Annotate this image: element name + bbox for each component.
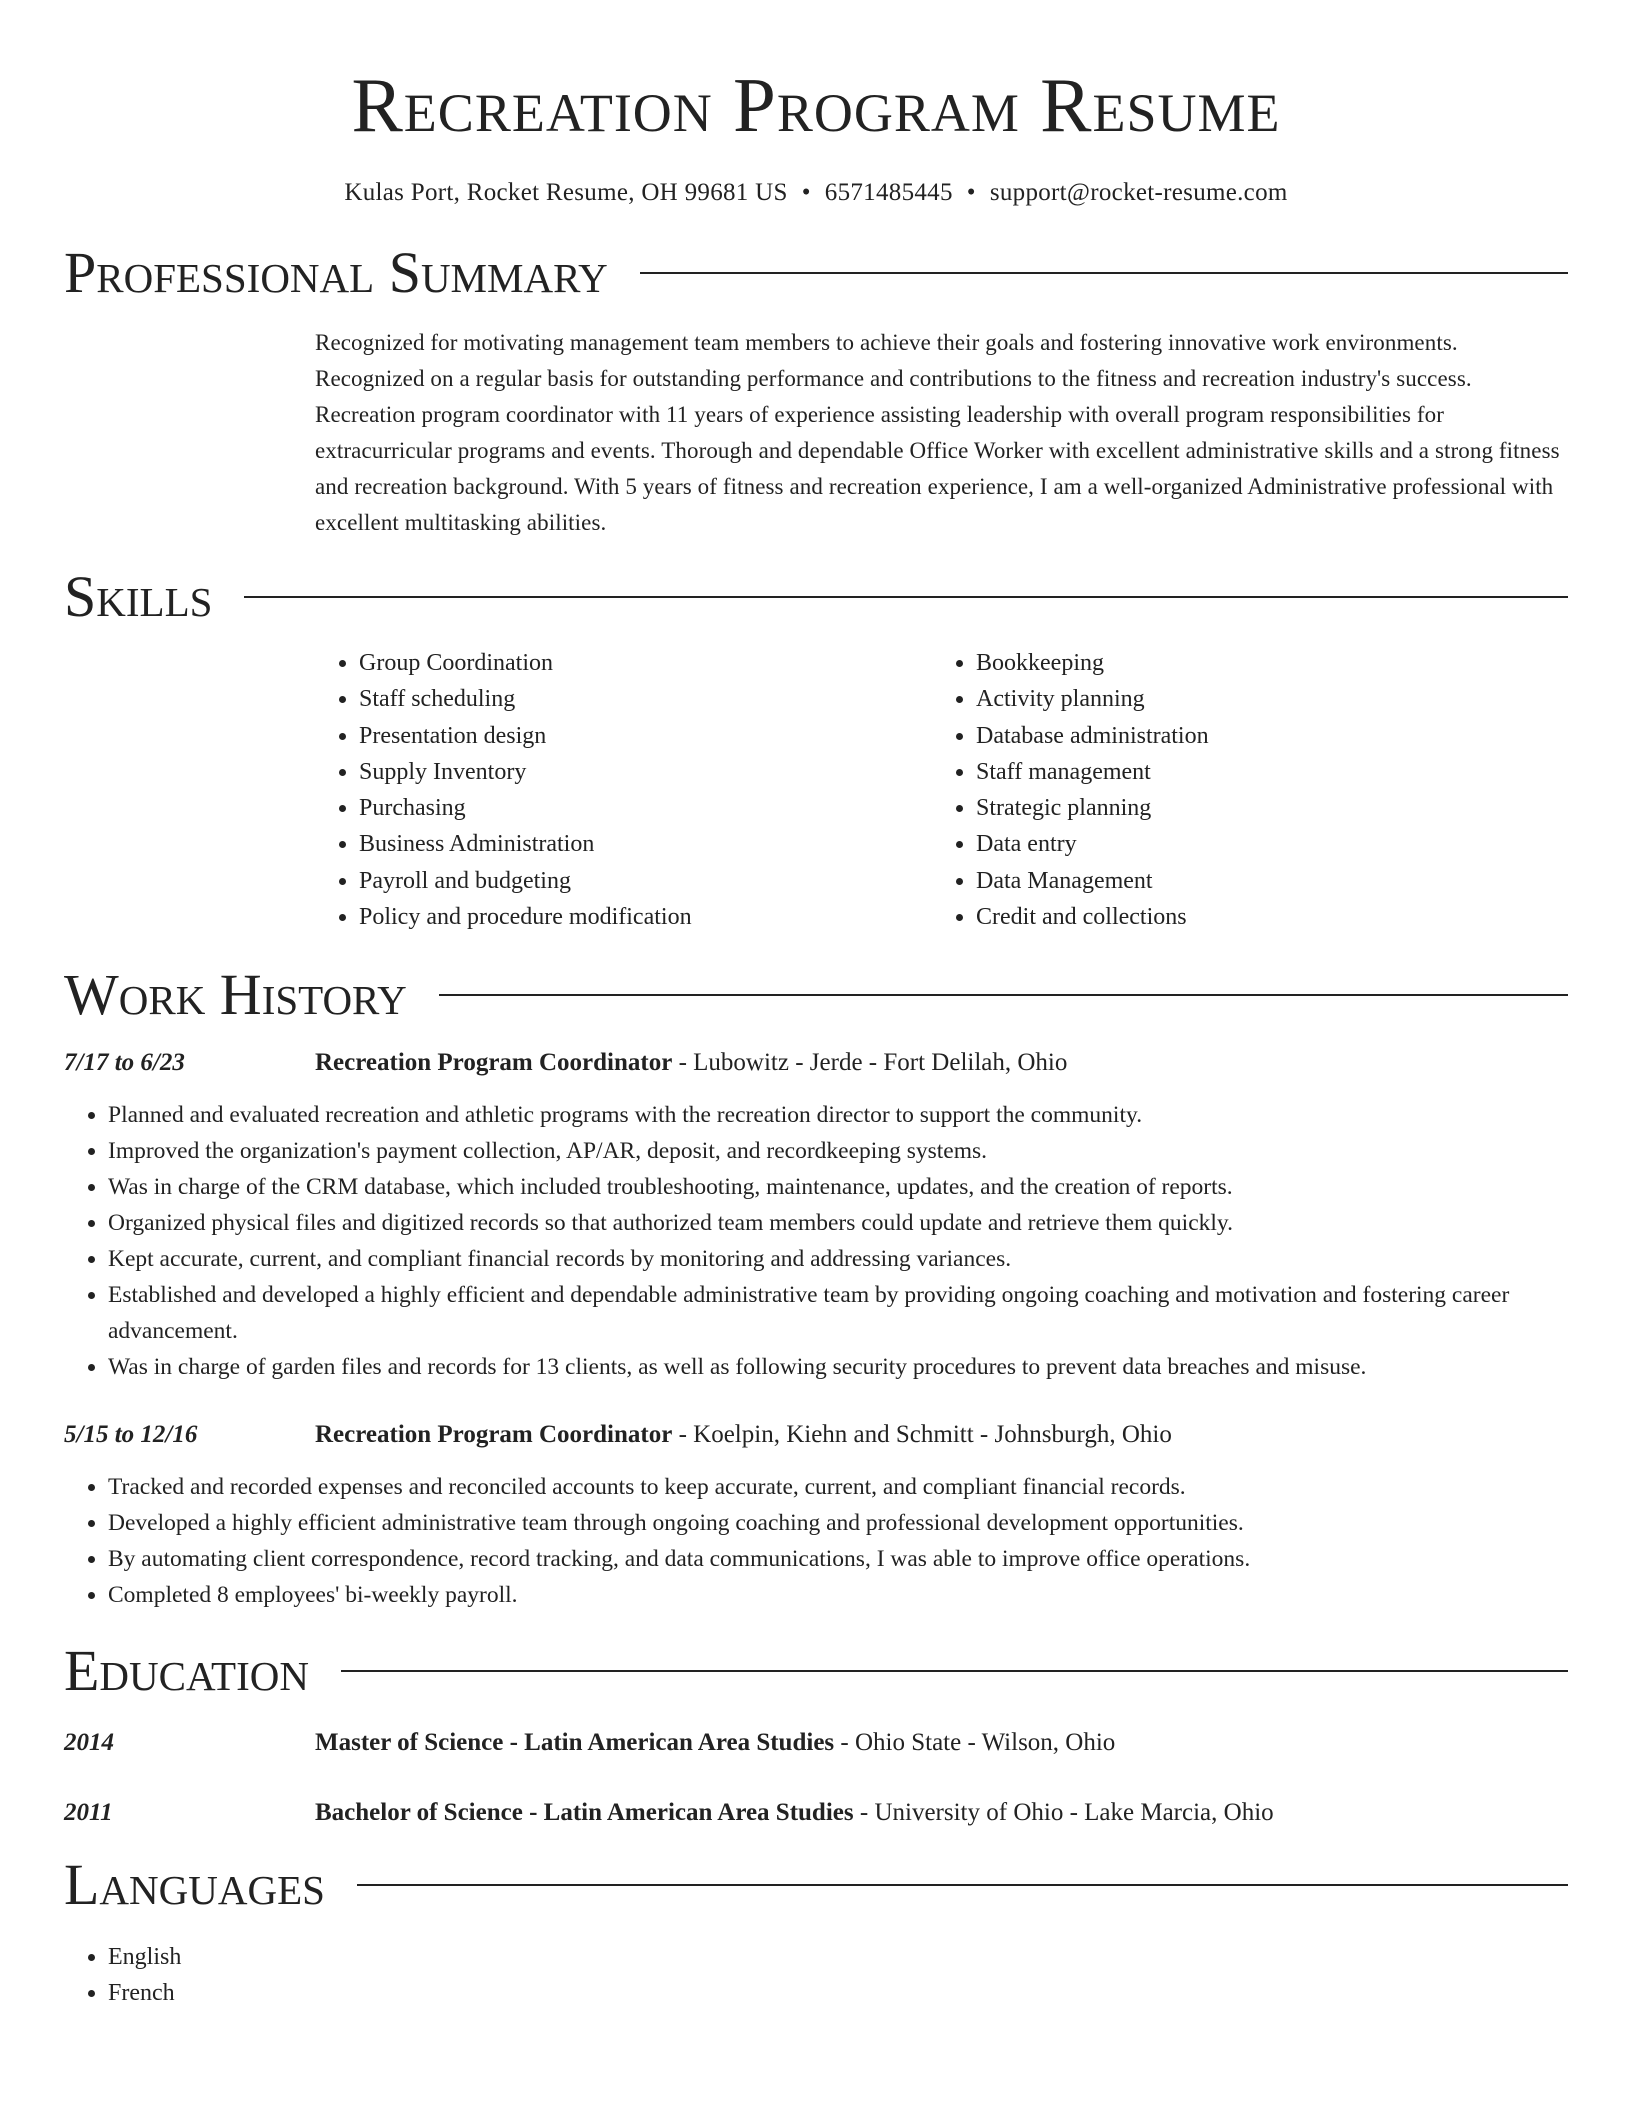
work-section-header bbox=[64, 963, 1568, 1027]
language-item: • French bbox=[108, 1975, 1568, 2011]
section-divider bbox=[357, 1884, 1568, 1886]
education-section-header bbox=[64, 1639, 1568, 1703]
job-bullet: • Kept accurate, current, and compliant financial records by monitoring and addressing variances. bbox=[108, 1241, 1568, 1277]
job-bullet: • By automating client correspondence, record tracking, and data communications, I was able to improve office operations. bbox=[108, 1541, 1568, 1577]
education-entry bbox=[64, 1795, 1568, 1831]
skill-item: • Payroll and budgeting bbox=[359, 863, 932, 899]
languages-section-header bbox=[64, 1853, 1568, 1917]
contact-address: Kulas Port, Rocket Resume, OH 99681 US bbox=[344, 179, 788, 206]
skill-item: • Database administration bbox=[976, 718, 1549, 754]
summary-heading: Professional Summary bbox=[64, 240, 608, 305]
job-bullets bbox=[64, 1097, 1568, 1385]
skill-item: • Purchasing bbox=[359, 790, 932, 826]
section-divider bbox=[341, 1670, 1568, 1672]
contact-separator: • bbox=[801, 179, 811, 206]
skill-item: • Presentation design bbox=[359, 718, 932, 754]
resume-title: Recreation Program Resume bbox=[351, 62, 1281, 148]
job-bullet: • Developed a highly efficient administrative team through ongoing coaching and professional development opportunities. bbox=[108, 1505, 1568, 1541]
job-employer: - Lubowitz - Jerde - Fort Delilah, Ohio bbox=[672, 1049, 1068, 1077]
job-bullets bbox=[64, 1469, 1568, 1613]
skills-list bbox=[315, 645, 1568, 935]
job-header bbox=[64, 1045, 1568, 1081]
contact-email[interactable]: support@rocket-resume.com bbox=[989, 179, 1288, 206]
contact-line bbox=[64, 177, 1568, 209]
skill-item: • Credit and collections bbox=[976, 899, 1549, 935]
summary-text: Recognized for motivating management team members to achieve their goals and fostering innovative work environments. Recognized on a regular basis for outstanding performance and contributions to the fitness and recreation industry's success. Recreation program coordinator with 11 years of experience assisting leadership with overall program responsibilities for extracurricular programs and events. Thorough and dependable Office Worker with excellent administrative skills and a strong fitness and recreation background. With 5 years of fitness and recreation experience, I am a well-organized Administrative professional with excellent multitasking abilities. bbox=[315, 330, 1560, 535]
skills-section-header bbox=[64, 565, 1568, 629]
job-dates: 5/15 to 12/16 bbox=[64, 1421, 198, 1449]
job-bullet: • Established and developed a highly efficient and dependable administrative team by providing ongoing coaching and motivation and fostering career advancement. bbox=[108, 1277, 1568, 1349]
education-school: - University of Ohio - Lake Marcia, Ohio bbox=[853, 1799, 1274, 1827]
skill-item: • Group Coordination bbox=[359, 645, 932, 681]
skill-item: • Staff management bbox=[976, 754, 1549, 790]
job-dates: 7/17 to 6/23 bbox=[64, 1049, 185, 1077]
job-role: Recreation Program Coordinator bbox=[315, 1049, 673, 1077]
skill-item: • Strategic planning bbox=[976, 790, 1549, 826]
contact-separator: • bbox=[966, 179, 976, 206]
education-entry bbox=[64, 1725, 1568, 1761]
job-entry bbox=[64, 1045, 1568, 1385]
skill-item: • Activity planning bbox=[976, 681, 1549, 717]
section-divider bbox=[640, 272, 1568, 274]
skills-heading: Skills bbox=[64, 564, 213, 629]
summary-section-header bbox=[64, 241, 1568, 305]
skills-column-left bbox=[315, 645, 932, 935]
languages-list bbox=[64, 1939, 1568, 2011]
languages-heading: Languages bbox=[64, 1852, 325, 1918]
education-year: 2011 bbox=[64, 1799, 113, 1827]
job-bullet: • Completed 8 employees' bi-weekly payroll. bbox=[108, 1577, 1568, 1613]
job-bullet: • Improved the organization's payment collection, AP/AR, deposit, and recordkeeping systems. bbox=[108, 1133, 1568, 1169]
job-bullet: • Was in charge of the CRM database, which included troubleshooting, maintenance, updates, and the creation of reports. bbox=[108, 1169, 1568, 1205]
skill-item: • Bookkeeping bbox=[976, 645, 1549, 681]
job-header bbox=[64, 1417, 1568, 1453]
work-heading: Work History bbox=[64, 962, 407, 1028]
education-line bbox=[315, 1795, 1274, 1831]
job-bullet: • Planned and evaluated recreation and athletic programs with the recreation director to support the community. bbox=[108, 1097, 1568, 1133]
education-school: - Ohio State - Wilson, Ohio bbox=[834, 1729, 1116, 1757]
job-bullet: • Tracked and recorded expenses and reconciled accounts to keep accurate, current, and compliant financial records. bbox=[108, 1469, 1568, 1505]
skill-item: • Data entry bbox=[976, 826, 1549, 862]
skill-item: • Data Management bbox=[976, 863, 1549, 899]
section-divider bbox=[244, 596, 1568, 598]
contact-phone: 6571485445 bbox=[824, 179, 953, 206]
job-bullet: • Was in charge of garden files and records for 13 clients, as well as following security procedures to prevent data breaches and misuse. bbox=[108, 1349, 1568, 1385]
education-year: 2014 bbox=[64, 1729, 114, 1757]
skill-item: • Supply Inventory bbox=[359, 754, 932, 790]
skill-item: • Policy and procedure modification bbox=[359, 899, 932, 935]
skill-item: • Staff scheduling bbox=[359, 681, 932, 717]
job-employer: - Koelpin, Kiehn and Schmitt - Johnsburgh, Ohio bbox=[672, 1421, 1172, 1449]
job-entry bbox=[64, 1417, 1568, 1613]
section-divider bbox=[439, 994, 1568, 996]
job-title-line bbox=[315, 1417, 1172, 1453]
job-title-line bbox=[315, 1045, 1067, 1081]
job-role: Recreation Program Coordinator bbox=[315, 1421, 673, 1449]
skill-item: • Business Administration bbox=[359, 826, 932, 862]
education-heading: Education bbox=[64, 1638, 309, 1704]
education-degree: Bachelor of Science - Latin American Area Studies bbox=[315, 1799, 854, 1827]
job-bullet: • Organized physical files and digitized records so that authorized team members could update and retrieve them quickly. bbox=[108, 1205, 1568, 1241]
skills-column-right bbox=[932, 645, 1549, 935]
language-item: • English bbox=[108, 1939, 1568, 1975]
education-line bbox=[315, 1725, 1115, 1761]
resume-page bbox=[64, 0, 1568, 2011]
education-degree: Master of Science - Latin American Area Studies bbox=[315, 1729, 835, 1757]
